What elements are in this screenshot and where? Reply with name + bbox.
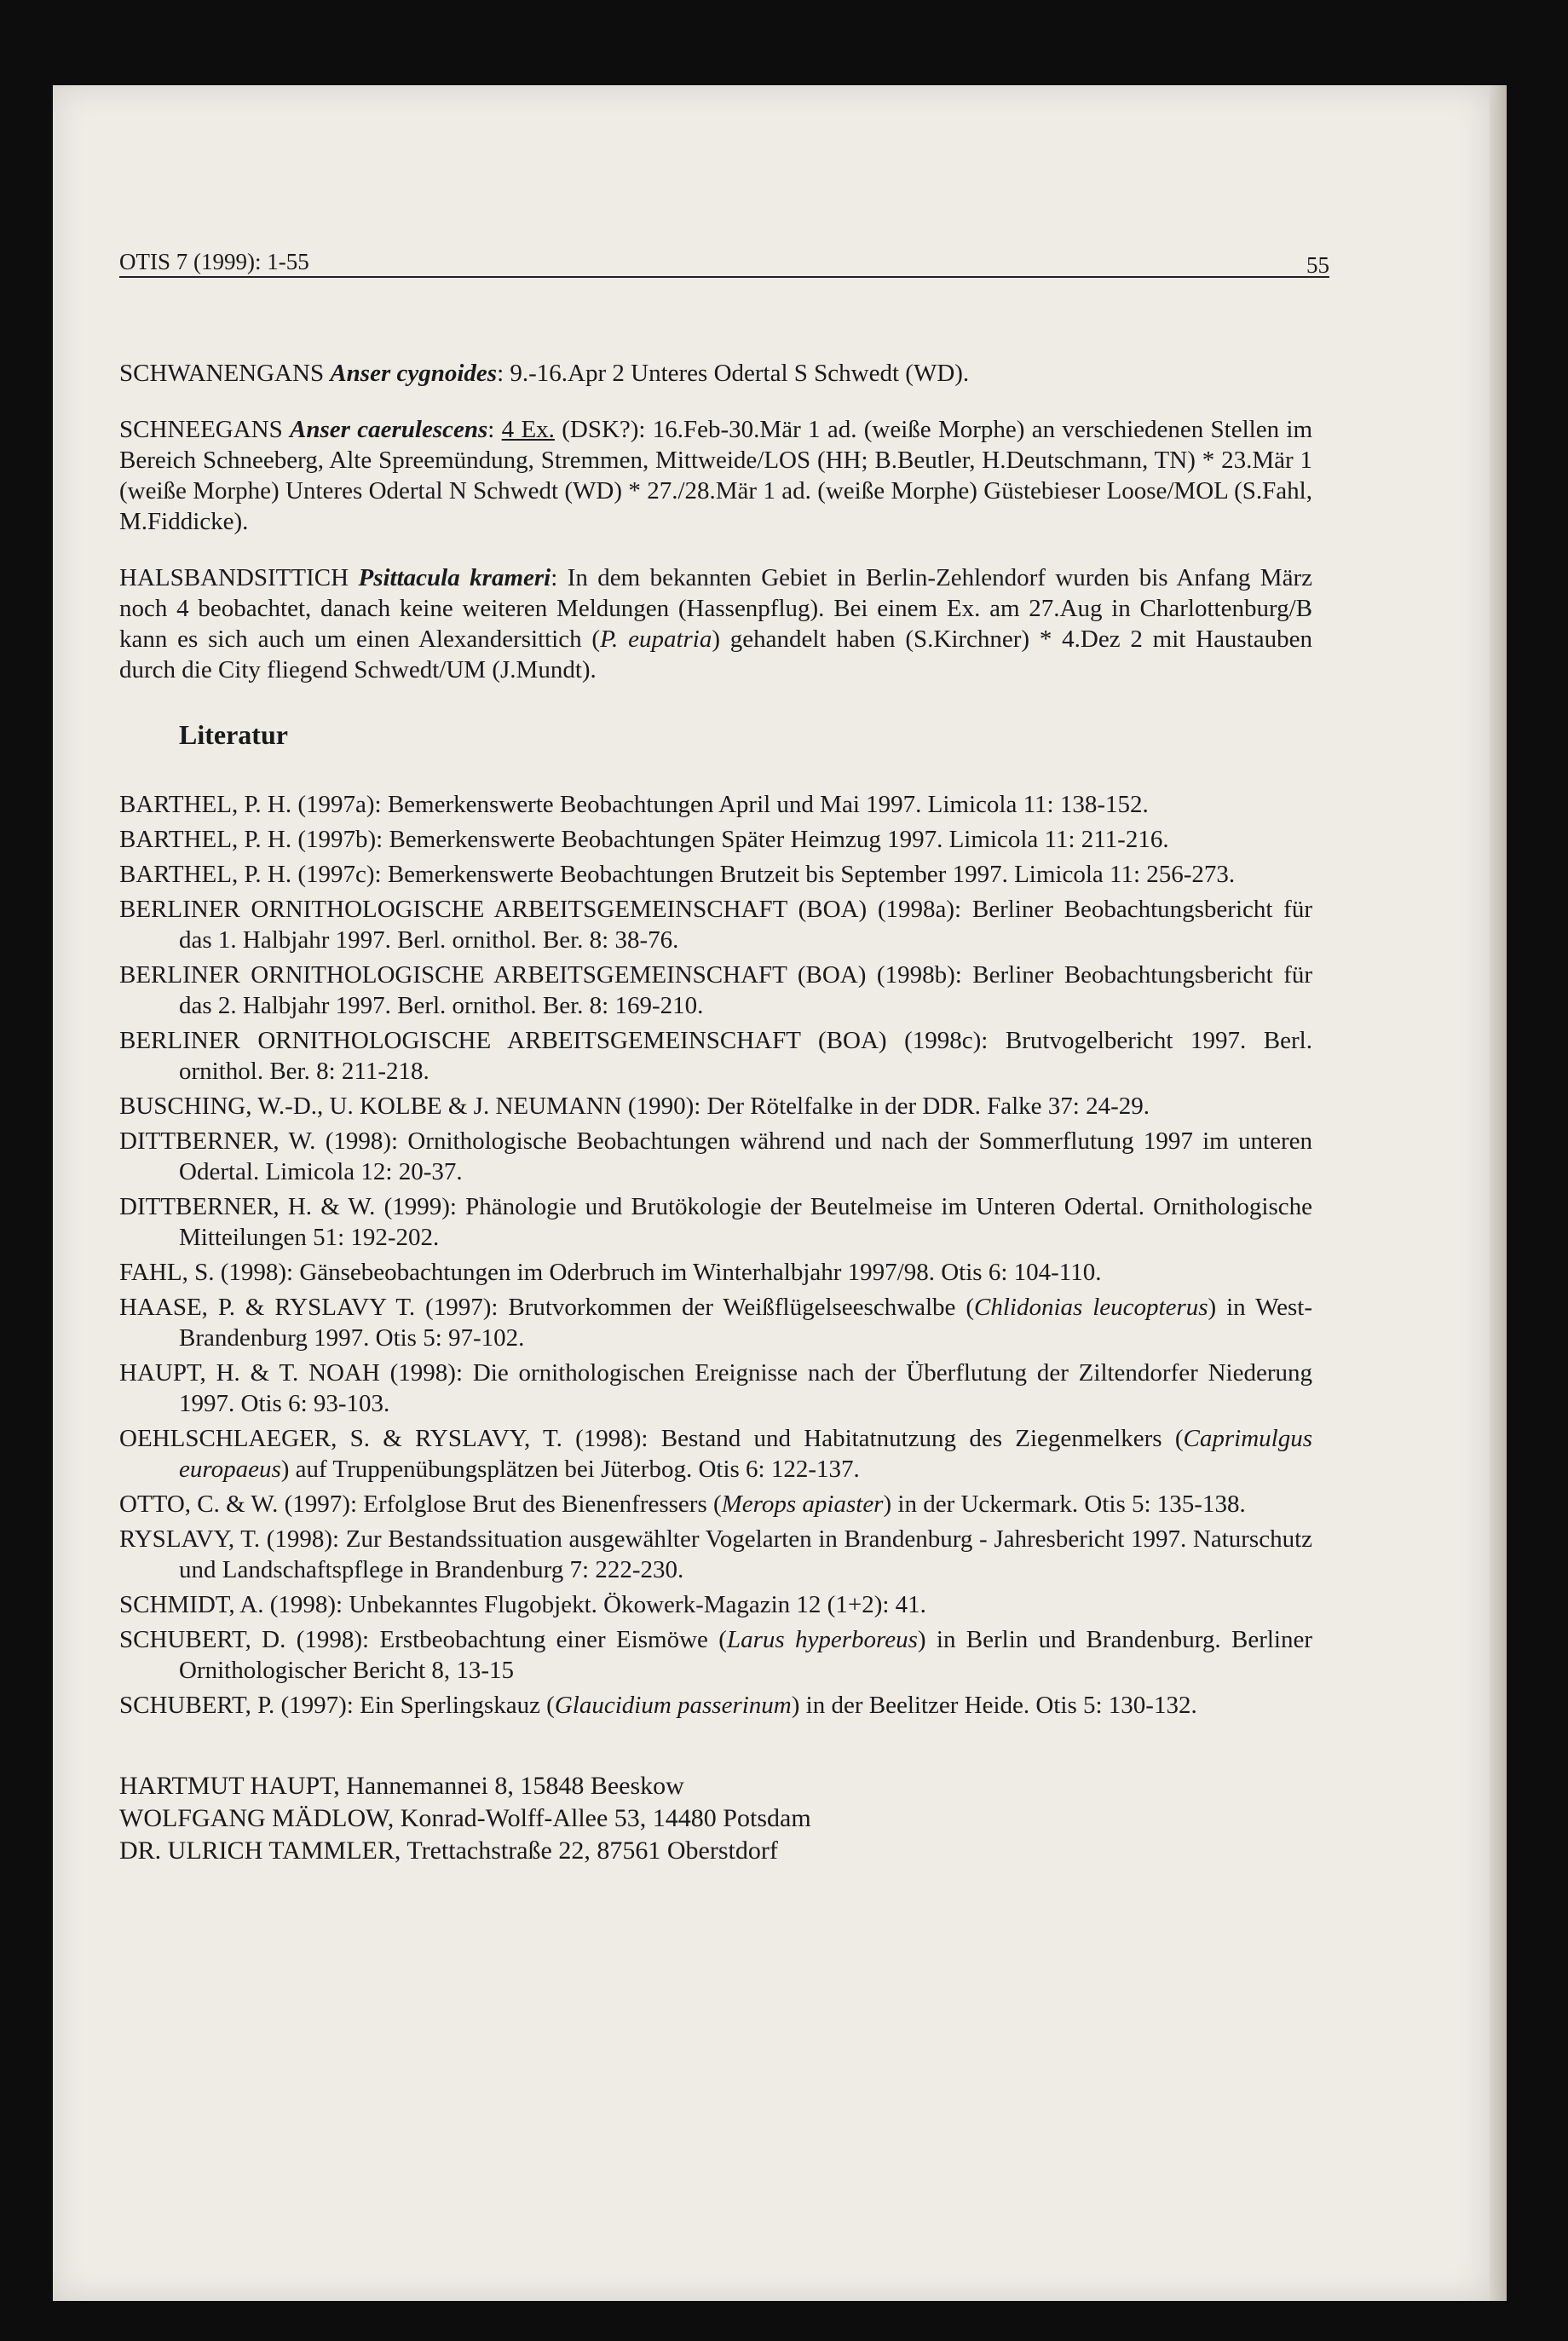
reference-item [119,1025,1312,1087]
author-addresses [119,1770,1312,1867]
reference-text: BARTHEL, P. H. (1997c): Bemerkenswerte Beobachtungen Brutzeit bis September 1997. Limicola 11: 256-273. [119,861,1236,888]
species-name: SCHNEEGANS [119,416,283,443]
reference-text: RYSLAVY, T. (1998): Zur Bestandssituation ausgewählter Vogelarten in Brandenburg - Jahresbericht 1997. Naturschutz und Landschaftspflege in Brandenburg 7: 222-230. [119,1525,1312,1583]
species-latin: Psittacula krameri [358,564,551,591]
reference-text: SCHUBERT, P. (1997): Ein Sperlingskauz ( [119,1692,555,1719]
species-text: : In dem bekannten Gebiet in Berlin-Zehlendorf wurden bis Anfang März noch 4 beobachtet, danach keine weiteren Meldungen (Hassenpflug). Bei einem Ex. am 27.Aug in Charlottenburg/B kann es sich auch um einen Alexandersittich ( [119,564,1312,653]
literature-heading: Literatur [179,719,288,750]
reference-text: BUSCHING, W.-D., U. KOLBE & J. NEUMANN (1990): Der Rötelfalke in der DDR. Falke 37: 24-29. [119,1093,1150,1120]
reference-item [119,1489,1312,1519]
reference-text: HAASE, P. & RYSLAVY T. (1997): Brutvorkommen der Weißflügelseeschwalbe ( [119,1294,975,1321]
reference-text: HAUPT, H. & T. NOAH (1998): Die ornithologischen Ereignisse nach der Überflutung der Ziltendorfer Niederung 1997. Otis 6: 93-103. [119,1359,1312,1417]
species-latin: Anser cygnoides [330,360,498,387]
reference-text: ) in der Uckermark. Otis 5: 135-138. [883,1491,1246,1518]
reference-text: SCHUBERT, D. (1998): Erstbeobachtung einer Eismöwe ( [119,1626,727,1653]
page-content [119,358,1312,1867]
reference-item [119,1292,1312,1353]
species-text: : [487,416,502,443]
species-entry-halsbandsittich [119,562,1312,685]
species-name: HALSBANDSITTICH [119,564,349,591]
species-count: 4 Ex. [501,416,555,443]
reference-text: FAHL, S. (1998): Gänsebeobachtungen im Oderbruch im Winterhalbjahr 1997/98. Otis 6: 104-110. [119,1259,1102,1286]
reference-text: SCHMIDT, A. (1998): Unbekanntes Flugobjekt. Ökowerk-Magazin 12 (1+2): 41. [119,1591,926,1618]
reference-text: BARTHEL, P. H. (1997b): Bemerkenswerte Beobachtungen Später Heimzug 1997. Limicola 11: 211-216. [119,826,1169,853]
reference-text: OTTO, C. & W. (1997): Erfolglose Brut des Bienenfressers ( [119,1491,722,1518]
reference-text: ) in West-Brandenburg 1997. Otis 5: 97-102. [179,1294,1312,1352]
reference-item [119,1589,1312,1620]
reference-item [119,894,1312,955]
reference-item [119,789,1312,820]
journal-citation: OTIS 7 (1999): 1-55 [119,249,309,274]
reference-text: BERLINER ORNITHOLOGISCHE ARBEITSGEMEINSCHAFT (BOA) (1998a): Berliner Beobachtungsbericht für das 1. Halbjahr 1997. Berl. ornithol. Ber. 8: 38-76. [119,896,1312,954]
species-text: : 9.-16.Apr 2 Unteres Odertal S Schwedt (WD). [497,360,970,387]
reference-item [119,960,1312,1021]
reference-text: BERLINER ORNITHOLOGISCHE ARBEITSGEMEINSCHAFT (BOA) (1998c): Brutvogelbericht 1997. Berl. ornithol. Ber. 8: 211-218. [119,1027,1312,1085]
species-text: (DSK?): 16.Feb-30.Mär 1 ad. (weiße Morphe) an verschiedenen Stellen im Bereich Schneeberg, Alte Spreemündung, Stremmen, Mittweide/LOS (HH; B.Beutler, H.Deutschmann, TN) * 23.Mär 1 (weiße Morphe) Unteres Odertal N Schwedt (WD) * 27./28.Mär 1 ad. (weiße Morphe) Güstebieser Loose/MOL (S.Fahl, M.Fiddicke). [119,416,1312,535]
reference-item [119,1126,1312,1187]
reference-item [119,1423,1312,1485]
author-address: HARTMUT HAUPT, Hannemannei 8, 15848 Beeskow [119,1772,684,1800]
reference-text: ) in der Beelitzer Heide. Otis 5: 130-132. [791,1692,1197,1719]
species-latin: Anser caerulescens [290,416,488,443]
reference-item [119,1358,1312,1419]
reference-item [119,1624,1312,1686]
species-entry-schwanengans [119,358,1312,389]
reference-latin: Glaucidium passerinum [554,1692,792,1719]
reference-text: DITTBERNER, W. (1998): Ornithologische Beobachtungen während und nach der Sommerflutung 1997 im unteren Odertal. Limicola 12: 20-37. [119,1127,1312,1185]
reference-item [119,1091,1312,1121]
reference-latin: Chlidonias leucopterus [974,1294,1208,1321]
reference-text: BARTHEL, P. H. (1997a): Bemerkenswerte Beobachtungen April und Mai 1997. Limicola 11: 138-152. [119,791,1149,818]
reference-item [119,1524,1312,1585]
author-address: DR. ULRICH TAMMLER, Trettachstraße 22, 87561 Oberstdorf [119,1836,778,1865]
species-entry-schneegans [119,414,1312,537]
page-edge [1490,85,1507,2301]
reference-latin: Larus hyperboreus [726,1626,918,1653]
reference-text: ) in Berlin und Brandenburg. Berliner Ornithologischer Bericht 8, 13-15 [179,1626,1312,1684]
reference-item [119,1690,1312,1721]
reference-item [119,824,1312,855]
reference-item [119,1191,1312,1253]
species-latin-inline: P. eupatria [600,626,712,653]
author-address: WOLFGANG MÄDLOW, Konrad-Wolff-Allee 53, 14480 Potsdam [119,1804,811,1832]
species-text: ) gehandelt haben (S.Kirchner) * 4.Dez 2 mit Haustauben durch die City fliegend Schwedt/UM (J.Mundt). [119,626,1313,683]
reference-latin: Caprimulgus europaeus [179,1425,1312,1483]
reference-text: DITTBERNER, H. & W. (1999): Phänologie und Brutökologie der Beutelmeise im Unteren Odertal. Ornithologische Mitteilungen 51: 192-202. [119,1193,1312,1251]
reference-text: ) auf Truppenübungsplätzen bei Jüterbog. Otis 6: 122-137. [280,1456,860,1483]
reference-item [119,1257,1312,1288]
reference-text: BERLINER ORNITHOLOGISCHE ARBEITSGEMEINSCHAFT (BOA) (1998b): Berliner Beobachtungsbericht für das 2. Halbjahr 1997. Berl. ornithol. Ber. 8: 169-210. [119,961,1312,1019]
running-header [119,247,1329,278]
reference-item [119,859,1312,890]
species-name: SCHWANENGANS [119,360,325,387]
reference-latin: Merops apiaster [721,1491,884,1518]
reference-list [119,789,1312,1721]
reference-text: OEHLSCHLAEGER, S. & RYSLAVY, T. (1998): Bestand und Habitatnutzung des Ziegenmelkers ( [119,1425,1184,1452]
page-number: 55 [1306,252,1329,278]
